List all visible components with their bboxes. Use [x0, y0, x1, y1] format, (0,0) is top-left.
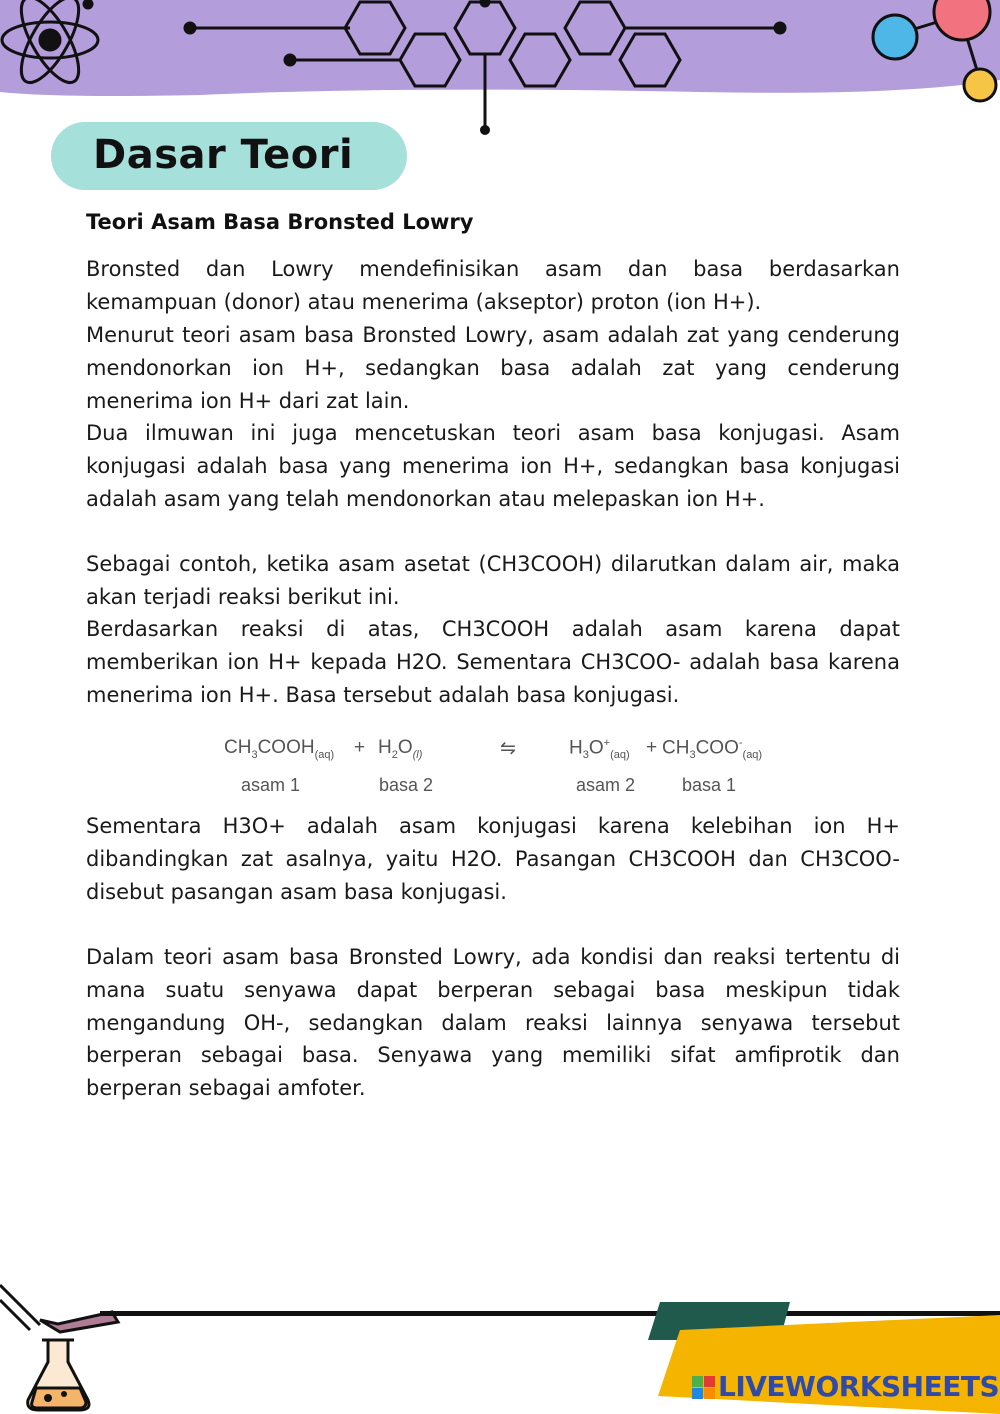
paragraph-amphoteric: Dalam teori asam basa Bronsted Lowry, ada kondisi dan reaksi tertentu di mana suatu senyawa dapat berperan sebagai basa meskipun tidak mengandung OH-, sedangkan dalam reaksi lainnya senyawa tersebut berperan sebagai basa. Senyawa yang memiliki sifat amfiprotik dan berperan sebagai amfoter.	[86, 945, 900, 1101]
liveworksheets-logo-icon	[692, 1376, 716, 1400]
equilibrium-arrow: ⇋	[500, 738, 516, 759]
paragraph-conjugate-pair: Sementara H3O+ adalah asam konjugasi karena kelebihan ion H+ dibandingkan zat asalnya, yaitu H2O. Pasangan CH3COOH dan CH3COO- disebut pasangan asam basa konjugasi.	[86, 814, 900, 904]
label-basa-2: basa 2	[379, 775, 434, 795]
paragraph-theory: Menurut teori asam basa Bronsted Lowry, asam adalah zat yang cenderung mendonorkan ion H+, sedangkan basa adalah zat yang cenderung menerima ion H+ dari zat lain.	[86, 323, 900, 413]
section-subtitle: Teori Asam Basa Bronsted Lowry	[86, 210, 474, 234]
lab-flask-icon	[0, 1280, 130, 1414]
reactant-ch3cooh: $CH_3COOH_{(aq)}$	[224, 737, 335, 761]
label-asam-2: asam 2	[576, 775, 636, 795]
header-connector	[480, 105, 492, 135]
product-ch3coo: $CH_3COO^-_{(aq)}$	[662, 737, 763, 762]
paragraph-definition: Bronsted dan Lowry mendefinisikan asam dan basa berdasarkan kemampuan (donor) atau menerima (akseptor) proton (ion H+).	[86, 257, 900, 314]
label-basa-1: basa 1	[682, 775, 737, 795]
plus-sign-2: +	[646, 737, 658, 758]
plus-sign: +	[354, 737, 366, 758]
reactant-h2o: $H_2O_{(l)}$	[378, 737, 423, 761]
header-banner	[0, 0, 1000, 110]
product-h3o: $H_3O^+_{(aq)}$	[569, 737, 630, 762]
paragraph-explanation: Berdasarkan reaksi di atas, CH3COOH adalah asam karena dapat memberikan ion H+ kepada H2O. Sementara CH3COO- adalah basa karena menerima ion H+. Basa tersebut adalah basa konjugasi.	[86, 617, 900, 707]
brand-logo[interactable]: LIVEWORKSHEETS	[718, 1370, 1000, 1403]
label-asam-1: asam 1	[241, 775, 301, 795]
paragraph-conjugate: Dua ilmuwan ini juga mencetuskan teori asam basa konjugasi. Asam konjugasi adalah basa yang menerima ion H+, sedangkan basa konjugasi adalah asam yang telah mendonorkan atau melepaskan ion H+.	[86, 421, 900, 511]
page-title: Dasar Teori	[93, 132, 354, 178]
paragraph-example: Sebagai contoh, ketika asam asetat (CH3COOH) dilarutkan dalam air, maka akan terjadi reaksi berikut ini.	[86, 552, 900, 609]
section-badge	[51, 122, 407, 190]
